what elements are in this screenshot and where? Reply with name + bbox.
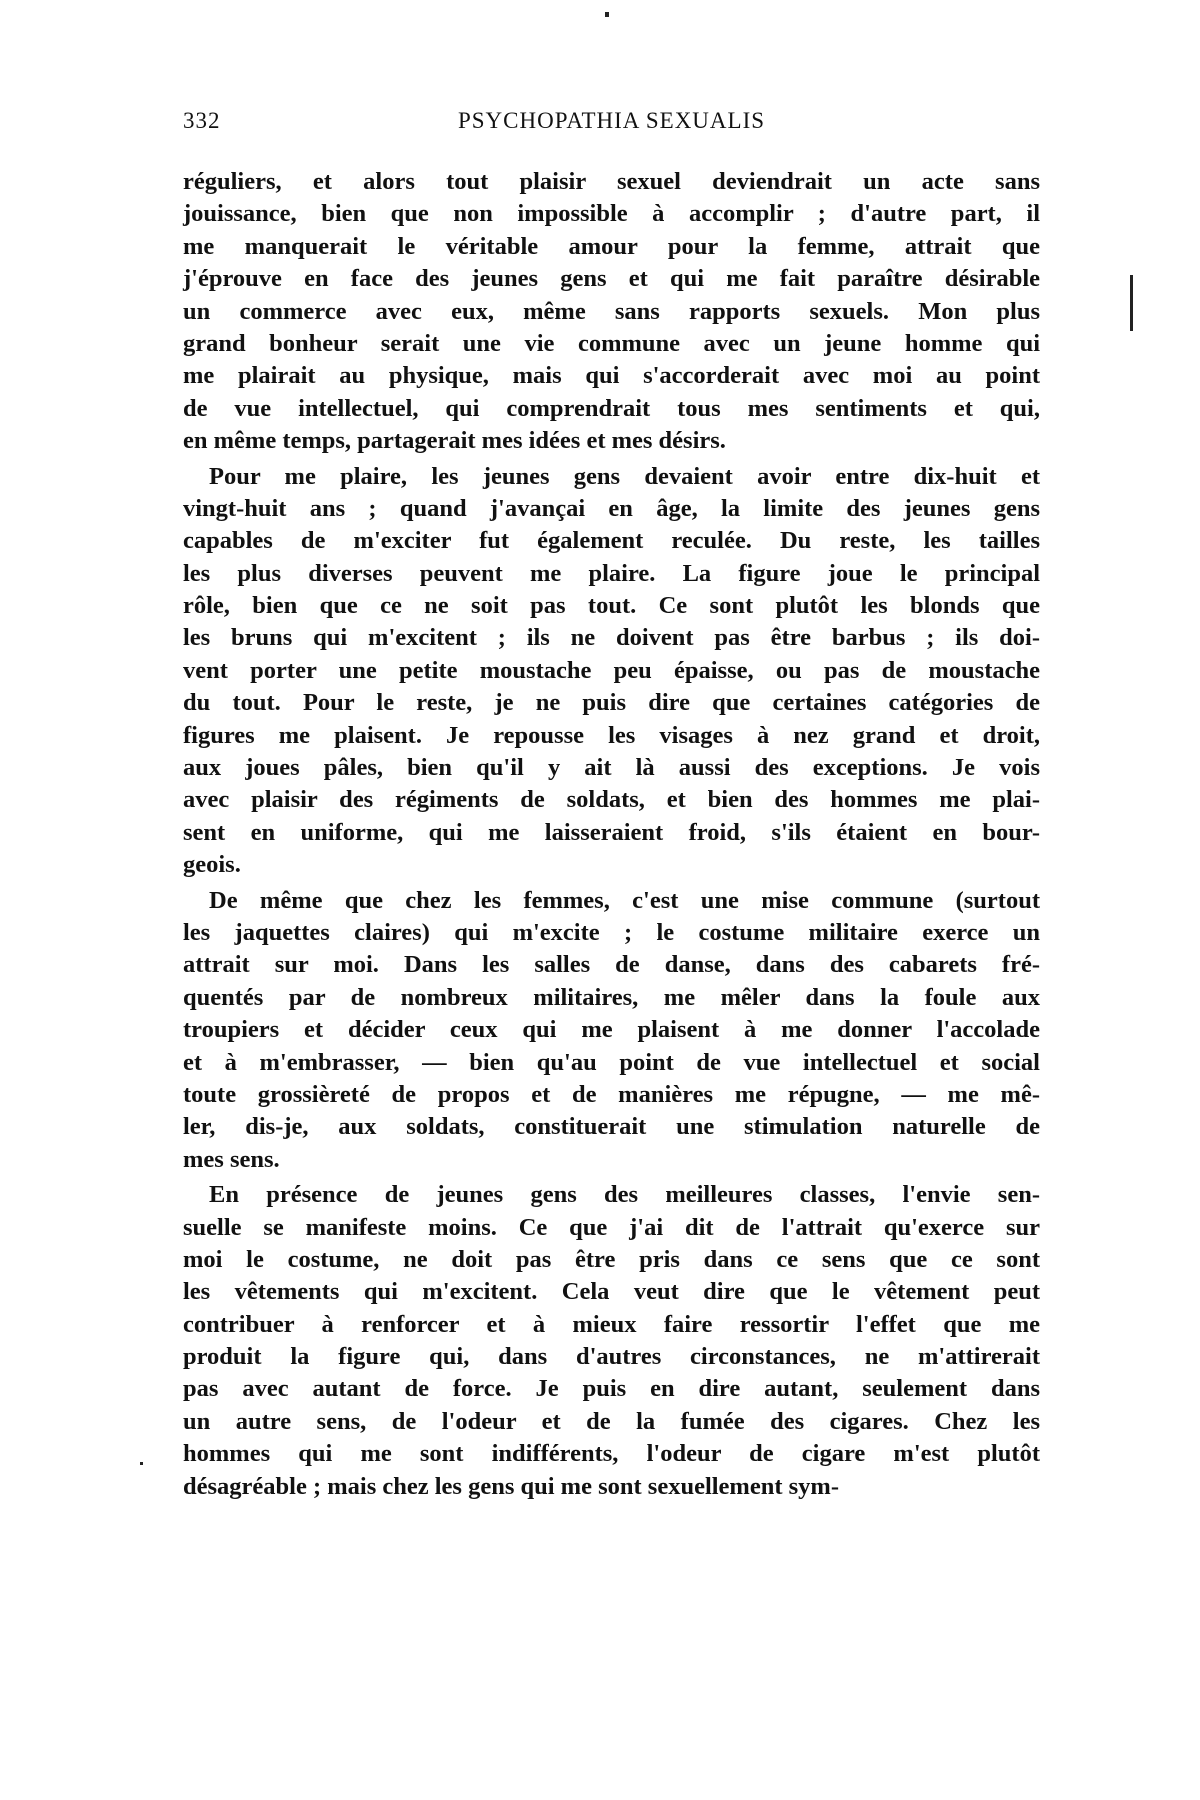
text-line: De même que chez les femmes, c'est une mise commune (surtout xyxy=(209,886,1040,914)
text-line: les plus diverses peuvent me plaire. La figure joue le principal xyxy=(183,559,1040,587)
text-line: mes sens. xyxy=(183,1145,280,1173)
page-header xyxy=(183,108,1040,140)
text-line: rôle, bien que ce ne soit pas tout. Ce sont plutôt les blonds que xyxy=(183,592,1040,620)
paragraph xyxy=(183,166,1040,458)
text-line: réguliers, et alors tout plaisir sexuel deviendrait un acte sans xyxy=(183,168,1040,195)
text-line: moi le costume, ne doit pas être pris dans ce sens que ce sont xyxy=(183,1245,1040,1273)
text-line: ler, dis-je, aux soldats, constituerait une stimulation naturelle de xyxy=(183,1113,1040,1141)
text-line: troupiers et décider ceux qui me plaisent à me donner l'accolade xyxy=(183,1016,1040,1044)
scan-speck xyxy=(140,1462,143,1465)
text-line: du tout. Pour le reste, je ne puis dire que certaines catégories de xyxy=(183,689,1040,717)
scan-speck xyxy=(605,12,609,17)
text-line: suelle se manifeste moins. Ce que j'ai dit de l'attrait qu'exerce sur xyxy=(183,1213,1040,1241)
text-line: produit la figure qui, dans d'autres circonstances, ne m'attirerait xyxy=(183,1343,1040,1371)
text-line: un commerce avec eux, même sans rapports sexuels. Mon plus xyxy=(183,297,1040,325)
text-line: En présence de jeunes gens des meilleures classes, l'envie sen- xyxy=(209,1181,1040,1209)
text-line: de vue intellectuel, qui comprendrait tous mes sentiments et qui, xyxy=(183,394,1040,422)
text-line: capables de m'exciter fut également reculée. Du reste, les tailles xyxy=(183,527,1040,555)
running-title: PSYCHOPATHIA SEXUALIS xyxy=(457,108,766,133)
text-line: aux joues pâles, bien qu'il y ait là aussi des exceptions. Je vois xyxy=(183,754,1040,782)
text-line: me manquerait le véritable amour pour la femme, attrait que xyxy=(183,232,1040,260)
text-line: en même temps, partagerait mes idées et mes désirs. xyxy=(183,427,726,455)
body-text xyxy=(183,166,1040,1506)
text-line: jouissance, bien que non impossible à accomplir ; d'autre part, il xyxy=(183,200,1040,228)
paragraph xyxy=(183,461,1040,882)
text-line: désagréable ; mais chez les gens qui me sont sexuellement sym- xyxy=(183,1472,839,1500)
text-line: avec plaisir des régiments de soldats, et bien des hommes me plai- xyxy=(183,786,1040,814)
text-line: quentés par de nombreux militaires, me mêler dans la foule aux xyxy=(183,983,1040,1011)
margin-bar-mark xyxy=(1130,275,1133,331)
text-line: pas avec autant de force. Je puis en dire autant, seulement dans xyxy=(183,1375,1040,1403)
text-line: Pour me plaire, les jeunes gens devaient avoir entre dix-huit et xyxy=(209,462,1040,490)
text-line: toute grossièreté de propos et de manières me répugne, — me mê- xyxy=(183,1080,1040,1108)
text-line: sent en uniforme, qui me laisseraient froid, s'ils étaient en bour- xyxy=(183,818,1040,846)
text-line: vent porter une petite moustache peu épaisse, ou pas de moustache xyxy=(183,656,1040,684)
text-line: hommes qui me sont indifférents, l'odeur de cigare m'est plutôt xyxy=(183,1440,1040,1468)
text-line: figures me plaisent. Je repousse les visages à nez grand et droit, xyxy=(183,721,1040,749)
text-line: grand bonheur serait une vie commune avec un jeune homme qui xyxy=(183,329,1040,357)
text-line: contribuer à renforcer et à mieux faire ressortir l'effet que me xyxy=(183,1310,1040,1338)
text-line: vingt-huit ans ; quand j'avançai en âge, la limite des jeunes gens xyxy=(183,494,1040,522)
text-line: les jaquettes claires) qui m'excite ; le costume militaire exerce un xyxy=(183,918,1040,946)
text-line: attrait sur moi. Dans les salles de danse, dans des cabarets fré- xyxy=(183,951,1040,979)
text-line: les vêtements qui m'excitent. Cela veut dire que le vêtement peut xyxy=(183,1278,1040,1306)
text-line: j'éprouve en face des jeunes gens et qui me fait paraître désirable xyxy=(183,265,1040,293)
text-line: me plairait au physique, mais qui s'accorderait avec moi au point xyxy=(183,362,1040,390)
text-line: un autre sens, de l'odeur et de la fumée des cigares. Chez les xyxy=(183,1407,1040,1435)
text-line: les bruns qui m'excitent ; ils ne doivent pas être barbus ; ils doi- xyxy=(183,624,1040,652)
text-line: et à m'embrasser, — bien qu'au point de vue intellectuel et social xyxy=(183,1048,1040,1076)
paragraph xyxy=(183,885,1040,1177)
paragraph xyxy=(183,1179,1040,1503)
page-number: 332 xyxy=(183,108,221,133)
text-line: geois. xyxy=(183,851,241,879)
